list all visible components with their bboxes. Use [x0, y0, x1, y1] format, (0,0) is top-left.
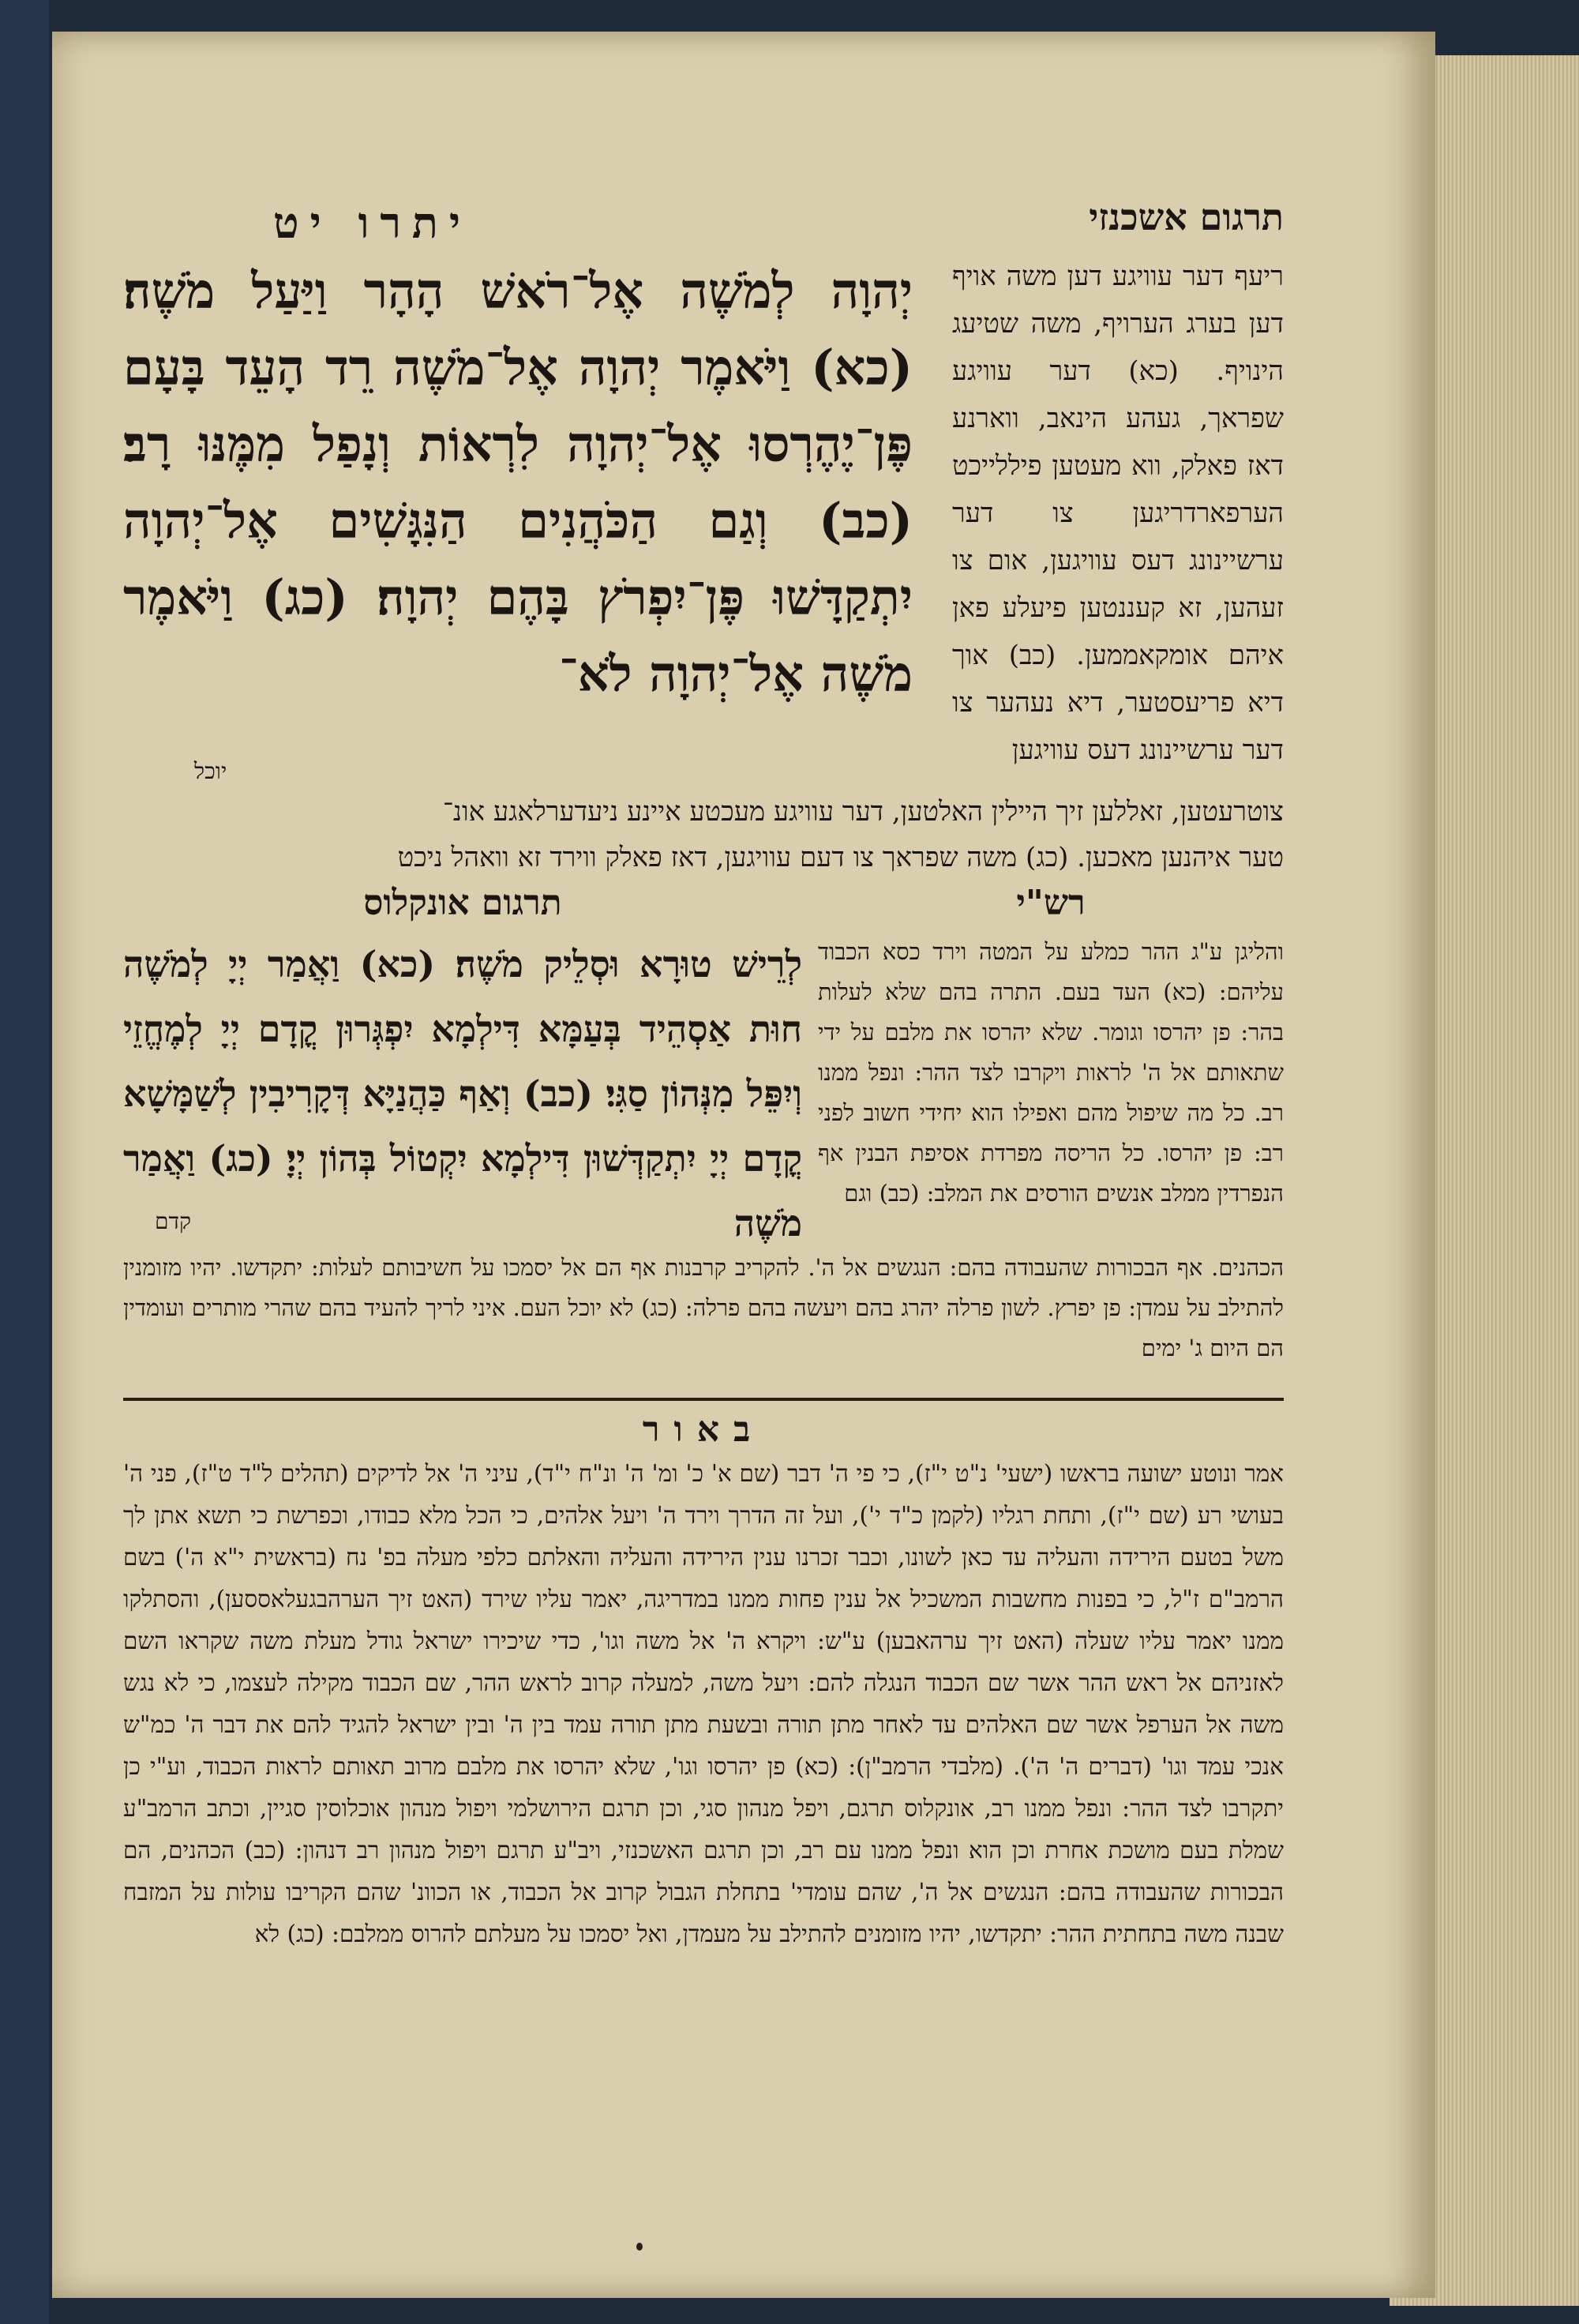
targum-ashkenazi-cont-line-1: צוטרעטען, זאללען זיך היילין האלטען, דער עוויגע מעכטע איינע ניעדערלאגע אונ־ [442, 796, 1284, 828]
rashi-commentary-cont: הכהנים. אף הבכורות שהעבודה בהם: הנגשים אל ה'. להקריב קרבנות אף הם אל יסמכו על חשיבותם לעלות: יתקדשו. יהיו מזומנין להתילב על עמדן: פן יפרץ. לשון פרלה יהרג בהם ויעשה בהם פרלה: (כג) לא יוכל העם. איני לריך להעיד בהם שהרי מותרים ועומדין הם היום ג' ימים [123, 1254, 1284, 1361]
torah-text: יְהוָה לְמֹשֶׁה אֶל־רֹאשׁ הָהָר וַיַּעַל מֹשֶׁה׃ (כא) וַיֹּאמֶר יְהוָה אֶל־מֹשֶׁה רֵד הָעֵד בָּעָם פֶּן־יֶהֶרְסוּ אֶל־יְהוָה לִרְאוֹת וְנָפַל מִמֶּנּוּ רָב׃ (כב) וְגַם הַכֹּהֲנִים הַנִּגָּשִׁים אֶל־יְהוָה יִתְקַדָּשׁוּ פֶּן־יִפְרֹץ בָּהֶם יְהוָה׃ (כג) וַיֹּאמֶר מֹשֶׁה אֶל־יְהוָה לֹא־ [123, 262, 913, 703]
targum-ashkenazi-heading: תרגום אשכנזי [1089, 196, 1284, 238]
rashi-commentary: והליגן ע"ג ההר כמלע על המטה וירד כסא הכבוד עליהם: (כא) העד בעם. התרה בהם שלא לעלות בהר: פן יהרסו וגומר. שלא יהרסו את מלבם על ידי שתאותם אל ה' לראות ויקרבו לצד ההר: ונפל ממנו רב. כל מה שיפול מהם ואפילו הוא יחידי חשוב לפני רב: פן יהרסו. כל הריסה מפרדת אסיפת הבנין אף הנפרדין ממלב אנשים הורסים את המלב: (כב) וגם [818, 938, 1284, 1207]
book-page [52, 32, 1435, 2298]
biur-heading: באור [642, 1410, 765, 1450]
targum-ashkenazi-cont-line-2: טער איהנען מאכען. (כג) משה שפראך צו דעם עוויגען, דאז פאלק ווירד זא וואהל ניכט [397, 842, 1284, 873]
biur-commentary: אמר ונוטע ישועה בראשו (ישעי' נ"ט י"ז), כי פי ה' דבר (שם א' כ' ומ' ה' ונ"ח י"ד), עיני ה' אל לדיקים (תהלים ל"ד ט"ז), פני ה' בעושי רע (שם י"ז), ותחת רגליו (לקמן כ"ד י'), ועל זה הדרך וירד ה' ויעל אלהים, כי הכל מלא כבודו, וכפרשת כי תשא אתן לך משל בטעם הירידה והעליה עד כאן לשונו, וכבר זכרנו ענין הירידה והעליה והאלתם כלפי מעלה בפ' נח (בראשית י"א ה') בשם הרמב"ם ז"ל, כי בפנות מחשבות המשכיל אל ענין פחות ממנו במדריגה, יאמר עליו שירד (האט זיך הערהבגעלאססען), והסתלקו ממנו יאמר עליו שעלה (האט זיך ערהאבען) ע"ש: ויקרא ה' אל משה וגו', כדי שיכירו ישראל גודל מעלת משה שקראו השם לאזניהם אל ראש ההר אשר שם הכבוד הנגלה להם: ויעל משה, למעלה קרוב לראש ההר, שם הכבוד מקילה לעצמו, כי לא נגש משה אל הערפל אשר שם האלהים עד לאחר מתן תורה ובשעת מתן תורה עמד בין ה' ובין ישראל להגיד להם את דבר ה' כמ"ש אנכי עמד וגו' (דברים ה' ה'). (מלבדי הרמב"ן): (כא) פן יהרסו וגו', שלא יהרסו את מלבם מרוב תאותם לראות הכבוד, וע"י כן יתקרבו לצד ההר: ונפל ממנו רב, אונקלוס תרגם, ויפל מנהון סגי, וכן תרגם הירושלמי ויפול מנהון אוכלוסין סגיין, וכתב הרמב"ע שמלת בעם מושכת אחרת וכן הוא ונפל ממנו עם רב, וכן תרגם האשכנזי, ויב"ע תרגם ויפול מנהון רב דנהון: (כב) הכהנים, הם הבכורות שהעבודה בהם: הנגשים אל ה', שהם עומדי' בתחלת הגבול קרוב אל הכבוד, או הכוונ' שהם הקריבו עולות על המזבח שבנה משה בתחתית ההר: יתקדשו, יהיו מזומנים להתילב על מעמדן, ואל יסמכו על מעלתם להרוס ממלבם: (כג) לא [123, 1460, 1284, 1947]
targum-ashkenazi-column: ריעף דער עוויגע דען משה אויף דען בערג הערויף, משה שטיעג הינויף. (כא) דער עוויגע שפראך, געהע הינאב, ווארנע דאז פאלק, ווא מעטען פיללייכט הערפארדריגען צו דער ערשיינונג דעס עוויגען, אום צו זעהען, זא קעננטען פיעלע פאן איהם אומקאממען. (כב) אוך דיא פריעסטער, דיא נעהער צו דער ערשיינונג דעס עוויגען [952, 261, 1284, 766]
onkelos-text: לְרֵישׁ טוּרָא וּסְלֵיק מֹשֶׁה׃ (כא) וַאֲמַר יְיָ לְמֹשֶׁה חוּת אַסְהֵיד בְּעַמָּא דִּילְמָא יִפְגְּרוּן קֳדָם יְיָ לְמֶחֱזֵי וְיִפֵּל מִנְּהוֹן סַגִּי׃ (כב) וְאַף כַּהֲנַיָּא דְּקָרִיבִין לְשַׁמָּשָׁא קֳדָם יְיָ יִתְקַדְּשׁוּן דִּילְמָא יִקְטוֹל בְּהוֹן יְיָ׃ (כג) וַאֲמַר מֹשֶׁה [123, 943, 803, 1245]
divider-rule [123, 1398, 1284, 1401]
onkelos-heading: תרגום אונקלוס [363, 883, 562, 923]
book-cover [0, 0, 49, 2324]
catchword-onkelos: קדם [155, 1208, 191, 1234]
rashi-heading: רש"י [1016, 883, 1086, 923]
running-head: יתרו יט [273, 197, 472, 248]
catchword-verse: יוכל [194, 758, 227, 784]
printer-mark [636, 2243, 643, 2251]
